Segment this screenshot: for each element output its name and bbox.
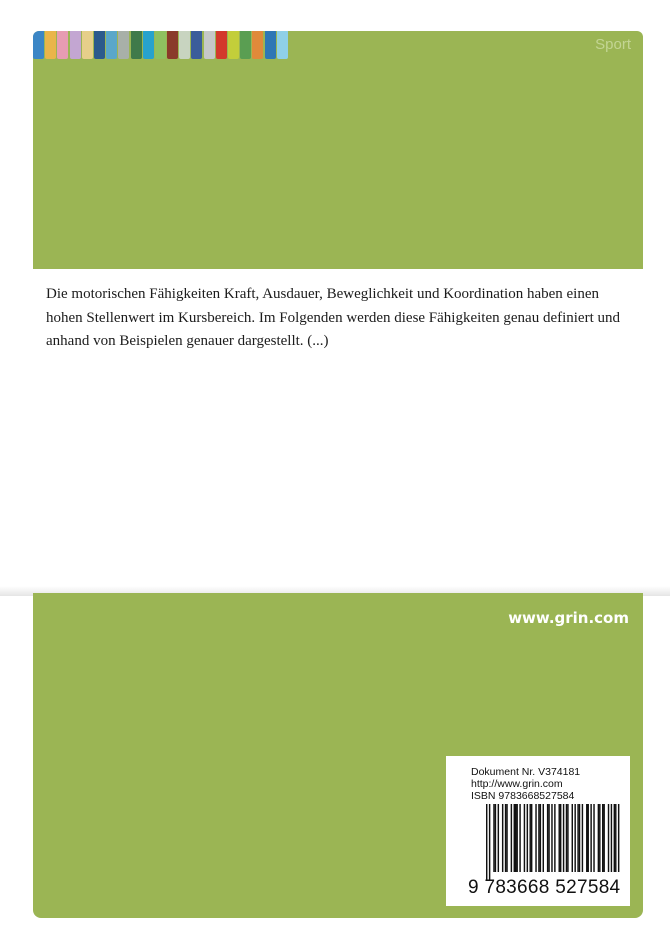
cover-bottom-panel <box>33 593 643 918</box>
color-tab <box>228 31 239 59</box>
color-tab <box>155 31 166 59</box>
color-tab <box>204 31 215 59</box>
color-tab <box>265 31 276 59</box>
document-url[interactable]: http://www.grin.com <box>471 778 563 790</box>
color-tab <box>118 31 129 59</box>
barcode-digits: 9 783668 527584 <box>468 877 621 898</box>
isbn-text: ISBN 9783668527584 <box>471 790 575 802</box>
barcode-icon <box>484 804 629 882</box>
color-tab <box>277 31 288 59</box>
color-tab <box>252 31 263 59</box>
book-blurb: Die motorischen Fähigkeiten Kraft, Ausdauer, Beweglichkeit und Koordination haben einen hohen Stellenwert im Kursbereich. Im Folgenden werden diese Fähigkeiten genau definiert und anhand von Beispielen genauer dargestellt. (...) <box>46 286 620 349</box>
color-tab <box>94 31 105 59</box>
color-tab <box>191 31 202 59</box>
color-tab <box>33 31 44 59</box>
color-tab <box>57 31 68 59</box>
color-tab <box>70 31 81 59</box>
barcode-box <box>446 756 630 906</box>
color-tab <box>106 31 117 59</box>
color-tab <box>131 31 142 59</box>
document-number: Dokument Nr. V374181 <box>471 766 581 778</box>
color-tab <box>45 31 56 59</box>
color-tab <box>167 31 178 59</box>
category-label: Sport <box>595 36 631 53</box>
website-label[interactable]: www.grin.com <box>508 609 629 627</box>
color-tab <box>240 31 251 59</box>
cover-top-panel <box>33 31 643 269</box>
color-tab <box>216 31 227 59</box>
color-tab <box>143 31 154 59</box>
color-tab-strip <box>33 31 289 61</box>
color-tab <box>82 31 93 59</box>
color-tab <box>179 31 190 59</box>
